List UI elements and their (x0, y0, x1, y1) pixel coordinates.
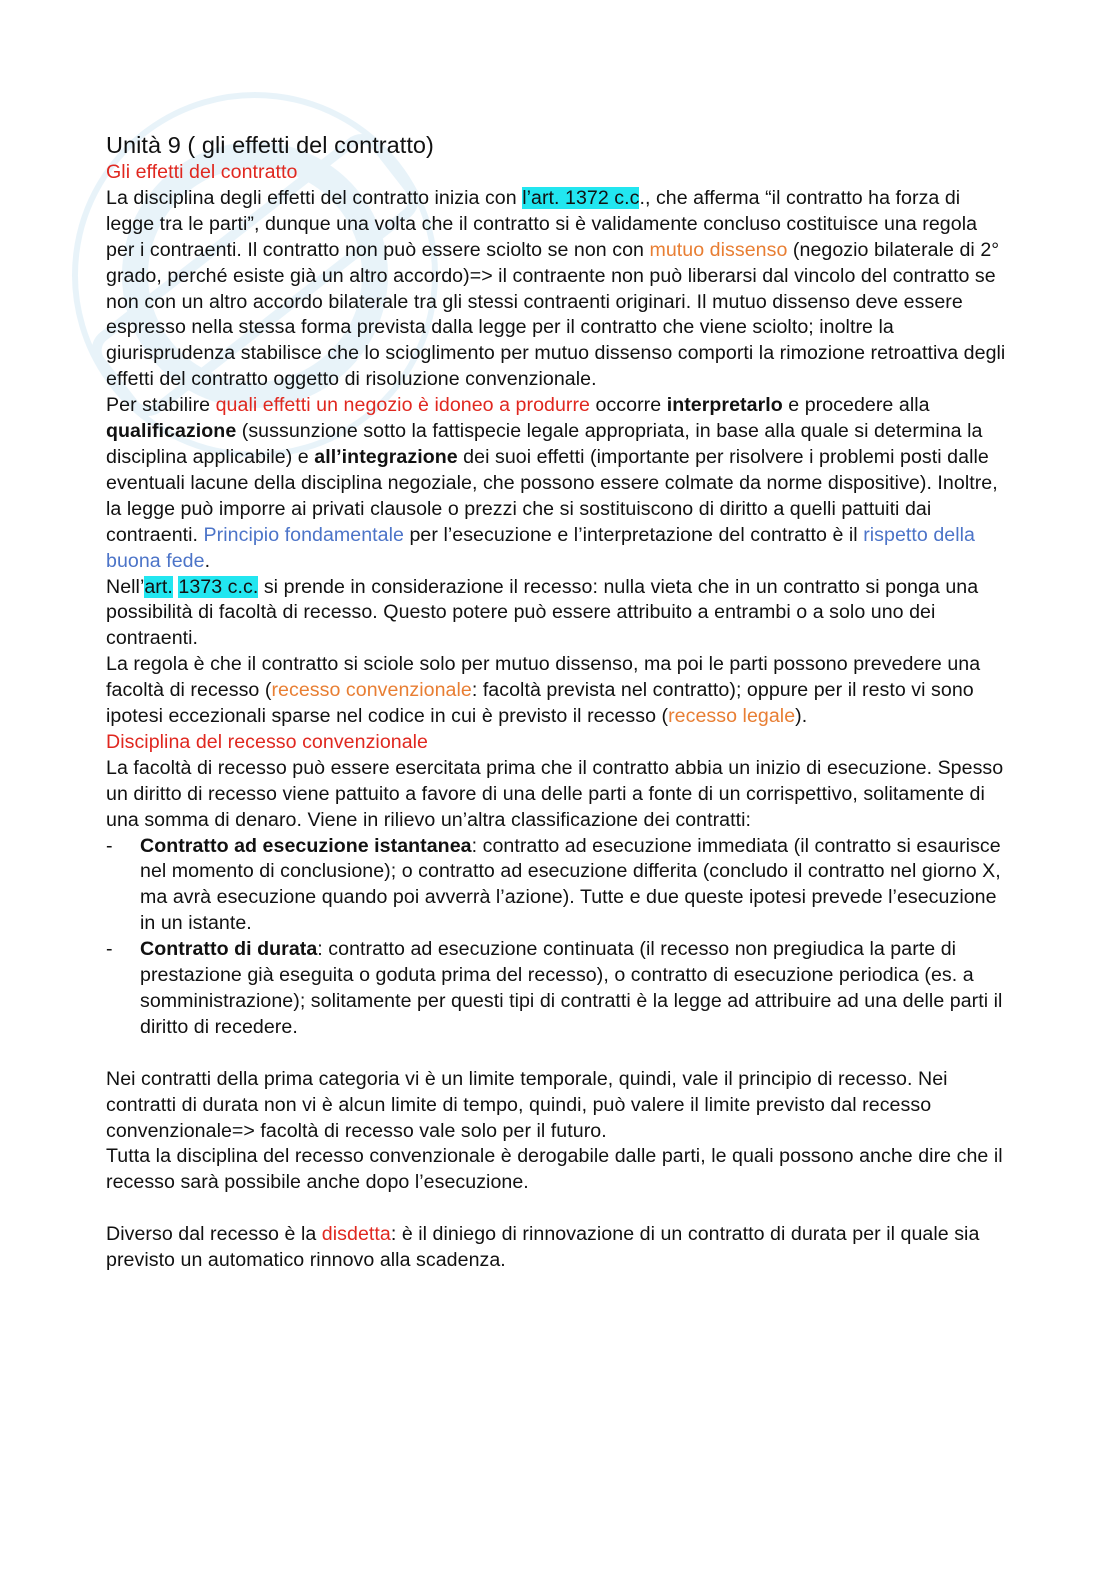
paragraph-facolta-recesso: La facoltà di recesso può essere esercitata prima che il contratto abbia un inizio di esecuzione. Spesso un diritto di recesso viene pattuito a favore di una delle parti a fonte di un corrispettivo, solitamente di una somma di denaro. Viene in rilievo un’altra classificazione dei contratti: (106, 756, 1004, 831)
bold-qualificazione: qualificazione (106, 420, 237, 443)
bold-esecuzione-istantanea: Contratto ad esecuzione istantanea (140, 834, 472, 857)
term-recesso-convenzionale: recesso convenzionale (271, 679, 472, 702)
highlight-art: art. (144, 575, 173, 598)
term-disdetta: disdetta (321, 1223, 391, 1246)
contract-types-list (106, 834, 1006, 1041)
section-heading-effetti: Gli effetti del contratto (106, 161, 298, 183)
paragraph-disdetta: Diverso dal recesso è la disdetta: è il diniego di rinnovazione di un contratto di durata per il quale sia previsto un automatico rinnovo alla scadenza. (106, 1223, 980, 1272)
list-item: - Contratto ad esecuzione istantanea: contratto ad esecuzione immediata (il contratto si esaurisce nel momento di conclusione); o contratto ad esecuzione differita (concludo il contratto nel giorno X, ma avrà esecuzione quando poi avverrà l’azione). Tutte e due queste ipotesi prevede l’esecuzione in un istante. (106, 834, 1001, 935)
blank-line (106, 1041, 1006, 1067)
list-dash: - (106, 834, 113, 857)
paragraph-prima-categoria: Nei contratti della prima categoria vi è un limite temporale, quindi, vale il principio di recesso. Nei contratti di durata non vi è alcun limite di tempo, quindi, può valere il limite previsto dal recesso convenzionale=> facoltà di recesso vale solo per il futuro. (106, 1067, 948, 1142)
list-item: - Contratto di durata: contratto ad esecuzione continuata (il recesso non pregiudica la parte di prestazione già eseguita o goduta prima del recesso), o contratto di esecuzione periodica (es. a somministrazione); solitamente per questi tipi di contratti è la legge ad attribuire ad una delle parti il diritto di recedere. (106, 938, 1003, 1038)
bold-integrazione: all’integrazione (314, 445, 458, 468)
paragraph-derogabile: Tutta la disciplina del recesso convenzionale è derogabile dalle parti, le quali possono anche dire che il recesso sarà possibile anche dopo l’esecuzione. (106, 1145, 1003, 1194)
term-effetti-negozio: quali effetti un negozio è idoneo a produrre (215, 394, 591, 417)
section-heading-recesso-convenzionale: Disciplina del recesso convenzionale (106, 730, 429, 753)
term-buona-fede: rispetto della buona fede (106, 523, 975, 572)
paragraph-interpretazione: Per stabilire quali effetti un negozio è idoneo a produrre occorre interpretarlo e procedere alla qualificazione (sussunzione sotto la fattispecie legale appropriata, in base alla quale si determina la disciplina applicabile) e all’integrazione dei suoi effetti (importante per risolvere i problemi posti dalle eventuali lacune della disciplina negoziale, che possono essere colmate da norme dispositive). Inoltre, la legge può imporre ai privati clausole o prezzi che si sostituiscono di diritto a quelli pattuiti dai contraenti. Principio fondamentale per l’esecuzione e l’interpretazione del contratto è il rispetto della buona fede. (106, 394, 998, 572)
term-principio-fondamentale: Principio fondamentale (203, 523, 404, 546)
paragraph-recesso: La regola è che il contratto si sciole solo per mutuo dissenso, ma poi le parti possono prevedere una facoltà di recesso (recesso convenzionale: facoltà prevista nel contratto); oppure per il resto vi sono ipotesi eccezionali sparse nel codice in cui è previsto il recesso (recesso legale). (106, 653, 981, 728)
paragraph-art-1373: Nell’art. 1373 c.c. si prende in considerazione il recesso: nulla vieta che in un contratto si ponga una possibilità di facoltà di recesso. Questo potere può essere attribuito a entrambi o a solo uno dei contraenti. (106, 575, 979, 650)
paragraph-art-1372: La disciplina degli effetti del contratto inizia con l’art. 1372 c.c., che afferma “il contratto ha forza di legge tra le parti”, dunque una volta che il contratto si è validamente concluso costituisce una regola per i contraenti. Il contratto non può essere sciolto se non con mutuo dissenso (negozio bilaterale di 2° grado, perché esiste già un altro accordo)=> il contraente non può liberarsi dal vincolo del contratto se non con un altro accordo bilaterale tra gli stessi contraenti originari. Il mutuo dissenso deve essere espresso nella stessa forma prevista dalla legge per il contratto che viene sciolto; inoltre la giurisprudenza stabilisce che lo scioglimento per mutuo dissenso comporti la rimozione retroattiva degli effetti del contratto oggetto di risoluzione convenzionale. (106, 186, 1006, 391)
document-body (106, 130, 1006, 1274)
document-title: Unità 9 ( gli effetti del contratto) (106, 132, 434, 158)
highlight-art-1372: l’art. 1372 c.c (522, 186, 640, 209)
blank-line (106, 1196, 1006, 1222)
list-dash: - (106, 938, 113, 961)
term-mutuo-dissenso: mutuo dissenso (649, 238, 788, 261)
bold-contratto-durata: Contratto di durata (140, 938, 318, 961)
bold-interpretarlo: interpretarlo (666, 394, 783, 417)
term-recesso-legale: recesso legale (668, 705, 796, 728)
highlight-1373: 1373 c.c. (178, 575, 259, 598)
